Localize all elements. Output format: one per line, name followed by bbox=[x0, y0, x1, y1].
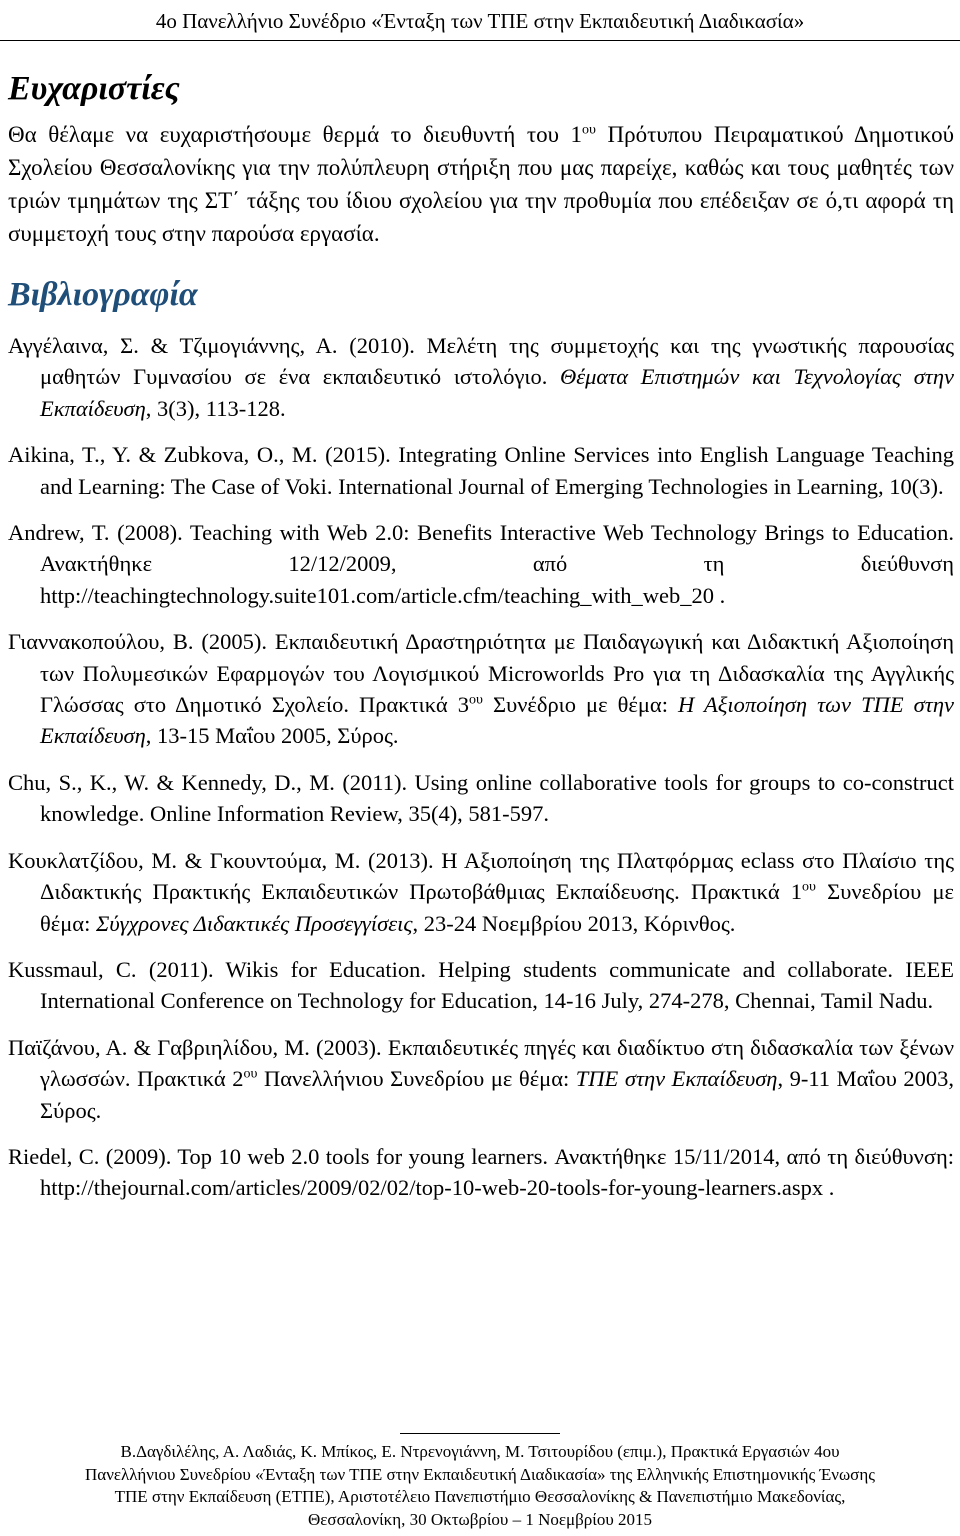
bibliography-heading: Βιβλιογραφία bbox=[8, 276, 198, 313]
reference-details: , 13-15 Μαΐου 2005, Σύρος. bbox=[145, 723, 399, 749]
reference-text-cont: Συνεδρίου με θέμα: bbox=[40, 879, 954, 936]
reference-item bbox=[8, 439, 954, 502]
reference-text: Παϊζάνου, Α. & Γαβριηλίδου, Μ. (2003). Εκπαιδευτικές πηγές και διαδίκτυο στη διδασκαλία των ξένων γλωσσών. Πρακτικά 2 bbox=[8, 1034, 954, 1092]
reference-item bbox=[8, 845, 954, 939]
reference-item bbox=[8, 767, 954, 830]
reference-text: Chu, S., K., W. & Kennedy, D., M. (2011). Using online collaborative tools for groups to co-construct knowledge. Online Information Review, 35(4), 581-597. bbox=[8, 769, 954, 827]
header-rule bbox=[0, 40, 960, 41]
ack-text-1: Θα θέλαμε να ευχαριστήσουμε θερμά το διευθυντή του 1 bbox=[8, 122, 583, 147]
reference-details: , 3(3), 113-128. bbox=[145, 395, 286, 421]
reference-text: Γιαννακοπούλου, Β. (2005). Εκπαιδευτική Δραστηριότητα με Παιδαγωγική και Διδακτική Αξιοποίηση των Πολυμεσικών Εφαρμογών του Λογισμικού Microworlds Pro για τη Διδασκαλία της Αγγλικής Γλώσσας στο Δημοτικό Σχολείο. Πρακτικά 3 bbox=[8, 629, 954, 718]
reference-source-title: ΤΠΕ στην Εκπαίδευση bbox=[575, 1066, 778, 1092]
reference-item bbox=[8, 1032, 954, 1126]
reference-item bbox=[8, 626, 954, 752]
reference-text: Riedel, C. (2009). Top 10 web 2.0 tools for young learners. Ανακτήθηκε 15/11/2014, από τη διεύθυνση: http://thejournal.com/articles/2009/02/02/top-10-web-20-tools-for-young-learners.aspx . bbox=[8, 1143, 954, 1201]
reference-text-cont: Συνέδριο με θέμα: bbox=[482, 692, 679, 718]
reference-source-title: Σύγχρονες Διδακτικές Προσεγγίσεις bbox=[95, 910, 413, 936]
reference-source-title: Θέματα Επιστημών και Τεχνολογίας στην Εκπαίδευση bbox=[40, 364, 954, 421]
reference-item bbox=[8, 954, 954, 1017]
footer-line: ΤΠΕ στην Εκπαίδευση (ΕΤΠΕ), Αριστοτέλειο Πανεπιστήμιο Θεσσαλονίκης & Πανεπιστήμιο Μακεδονίας, bbox=[114, 1487, 846, 1506]
reference-item bbox=[8, 517, 954, 611]
reference-text: Aikina, T., Y. & Zubkova, O., M. (2015). Integrating Online Services into English Language Teaching and Learning: The Case of Voki. International Journal of Emerging Technologies in Learning, 10(3). bbox=[8, 442, 954, 499]
reference-item bbox=[8, 330, 954, 424]
page-body bbox=[8, 66, 954, 1219]
reference-item bbox=[8, 1141, 954, 1204]
reference-source-title: Η Αξιοποίηση των ΤΠΕ στην Εκπαίδευση bbox=[40, 692, 954, 749]
reference-details: , 23-24 Νοεμβρίου 2013, Κόρινθος. bbox=[412, 910, 736, 936]
acknowledgements-heading: Ευχαριστίες bbox=[8, 70, 180, 107]
acknowledgements-paragraph bbox=[8, 118, 954, 250]
ack-superscript: ου bbox=[582, 122, 596, 138]
footer-line: Β.Δαγδιλέλης, Α. Λαδιάς, Κ. Μπίκος, Ε. Ντρενογιάννη, Μ. Τσιτουρίδου (επιμ.), Πρακτικά Εργασιών 4ου bbox=[120, 1442, 840, 1461]
footer-rule bbox=[400, 1433, 560, 1434]
reference-details: , 9-11 Μαΐου 2003, Σύρος. bbox=[40, 1066, 955, 1123]
reference-text: Αγγέλαινα, Σ. & Τζιμογιάννης, Α. (2010). Μελέτη της συμμετοχής και της γνωστικής παρουσίας μαθητών Γυμνασίου σε ένα εκπαιδευτικό ιστολόγιο. bbox=[8, 333, 954, 390]
ack-text-2: Πρότυπου Πειραματικού Δημοτικού Σχολείου Θεσσαλονίκης για την πολύπλευρη στήριξη που μας παρείχε, καθώς και τους μαθητές των τριών τμημάτων της ΣΤ΄ τάξης του ίδιου σχολείου για την προθυμία που επέδειξαν σε ό,τι αφορά τη συμμετοχή τους στην παρούσα εργασία. bbox=[8, 122, 954, 246]
footer bbox=[0, 1441, 960, 1531]
reference-superscript: ου bbox=[243, 1066, 258, 1082]
reference-text: Andrew, T. (2008). Teaching with Web 2.0: Benefits Interactive Web Technology Brings to Education. Ανακτήθηκε 12/12/2009, από τη διεύθυνση http://teachingtechnology.suite101.com/article.cfm/teaching_with_web_20 . bbox=[8, 520, 954, 608]
reference-text-cont: Πανελλήνιου Συνεδρίου με θέμα: bbox=[257, 1066, 576, 1092]
footer-line: Πανελλήνιου Συνεδρίου «Ένταξη των ΤΠΕ στην Εκπαιδευτική Διαδικασία» της Ελληνικής Επιστημονικής Ένωσης bbox=[85, 1464, 875, 1484]
reference-text: Kussmaul, C. (2011). Wikis for Education. Helping students communicate and collaborate. IEEE International Conference on Technology for Education, 14-16 July, 274-278, Chennai, Tamil Nadu. bbox=[8, 956, 954, 1014]
running-header: 4ο Πανελλήνιο Συνέδριο «Ένταξη των ΤΠΕ στην Εκπαιδευτική Διαδικασία» bbox=[155, 9, 805, 33]
reference-superscript: ου bbox=[802, 879, 816, 895]
reference-superscript: ου bbox=[468, 692, 483, 708]
footer-line: Θεσσαλονίκη, 30 Οκτωβρίου – 1 Νοεμβρίου 2015 bbox=[307, 1509, 652, 1529]
reference-text: Κουκλατζίδου, Μ. & Γκουντούμα, Μ. (2013). Η Αξιοποίηση της Πλατφόρμας eclass στο Πλαίσιο της Διδακτικής Πρακτικής Εκπαιδευτικών Πρωτοβάθμιας Εκπαίδευσης. Πρακτικά 1 bbox=[8, 847, 954, 905]
